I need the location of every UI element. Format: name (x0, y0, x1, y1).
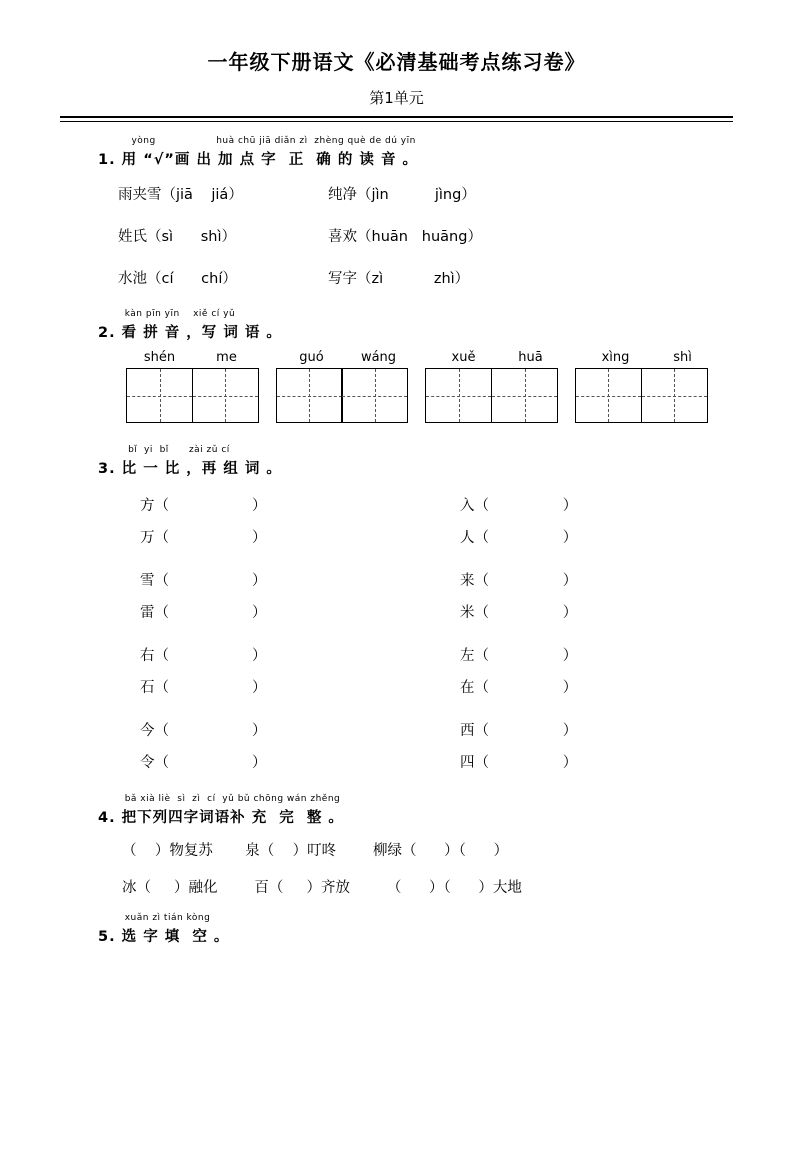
q1-item[interactable]: 写字（zì zhì） (328, 271, 470, 287)
q3-item[interactable]: 今（ ） (140, 723, 267, 739)
question-1-items (118, 183, 733, 288)
q1-item[interactable]: 水池（cí chí） (118, 271, 237, 287)
question-1-pinyin: yòng huà chū jiā diǎn zì zhèng què de dú yīn (118, 136, 416, 146)
tianzige-group (575, 368, 707, 423)
question-1-row (118, 225, 733, 246)
syllable-label: xuě (451, 350, 476, 365)
q4-row[interactable]: 冰（ ）融化 百（ ）齐放 （ ）（ ）大地 (122, 880, 522, 896)
tianzige-cell[interactable] (575, 368, 642, 423)
question-5-heading: 5. 选 字 填 空 。 (98, 929, 230, 945)
q3-row (140, 601, 733, 622)
q3-pair-group (140, 644, 733, 697)
syllable-label: wáng (360, 350, 397, 365)
tianzige-cell[interactable] (491, 368, 558, 423)
question-1 (60, 136, 733, 288)
q3-item[interactable]: 方（ ） (140, 498, 267, 514)
question-2 (60, 309, 733, 423)
question-2-grids (126, 350, 733, 423)
syllable-label: huā (518, 350, 543, 365)
q1-item[interactable]: 姓氏（sì shì） (118, 229, 237, 245)
worksheet-page (0, 46, 793, 1168)
q1-item[interactable]: 雨夹雪（jiā jiá） (118, 187, 243, 203)
q3-item[interactable]: 来（ ） (460, 573, 578, 589)
q3-item[interactable]: 雪（ ） (140, 573, 267, 589)
q3-row (140, 494, 733, 515)
q3-item[interactable]: 四（ ） (460, 755, 578, 771)
q3-row (140, 751, 733, 772)
q3-item[interactable]: 石（ ） (140, 680, 267, 696)
question-2-heading: 2. 看 拼 音 ，写 词 语 。 (98, 325, 282, 341)
question-1-heading: 1. 用 “√”画 出 加 点 字 正 确 的 读 音 。 (98, 152, 419, 168)
q3-item[interactable]: 右（ ） (140, 648, 267, 664)
question-2-syllable-row (126, 350, 733, 365)
question-4 (60, 794, 733, 897)
q3-item[interactable]: 令（ ） (140, 755, 267, 771)
q3-item[interactable]: 雷（ ） (140, 605, 267, 621)
q3-row (140, 526, 733, 547)
q3-item[interactable]: 在（ ） (460, 680, 578, 696)
q3-item[interactable]: 米（ ） (460, 605, 578, 621)
syllable-group (278, 350, 412, 365)
tianzige-cell[interactable] (126, 368, 193, 423)
syllable-group (582, 350, 716, 365)
q3-row (140, 719, 733, 740)
tianzige-cell[interactable] (341, 368, 408, 423)
question-4-heading: 4. 把下列四字词语补 充 完 整 。 (98, 810, 344, 826)
question-3-heading: 3. 比 一 比 ，再 组 词 。 (98, 461, 282, 477)
q1-item[interactable]: 喜欢（huān huāng） (328, 229, 482, 245)
tianzige-row (126, 368, 733, 423)
header-divider (60, 116, 733, 122)
question-3-pinyin: bǐ yi bǐ zài zǔ cí (118, 445, 230, 455)
syllable-label: shén (143, 350, 176, 365)
tianzige-cell[interactable] (276, 368, 343, 423)
q1-item[interactable]: 纯净（jìn jìng） (328, 187, 476, 203)
syllable-label: shì (673, 350, 692, 365)
question-3-items (140, 494, 733, 772)
tianzige-cell[interactable] (425, 368, 492, 423)
q4-row[interactable]: （ ）物复苏 泉（ ）叮咚 柳绿（ ）（ ） (122, 843, 509, 859)
question-1-row (118, 267, 733, 288)
q3-pair-group (140, 719, 733, 772)
syllable-label: xìng (601, 350, 630, 365)
q3-row (140, 569, 733, 590)
syllable-label: me (216, 350, 237, 365)
q3-item[interactable]: 入（ ） (460, 498, 578, 514)
syllable-group (430, 350, 564, 365)
page-title: 一年级下册语文《必清基础考点练习卷》 (207, 50, 586, 74)
syllable-label: guó (299, 350, 324, 365)
tianzige-group (425, 368, 557, 423)
question-5-pinyin: xuǎn zì tián kòng (118, 913, 211, 923)
question-4-items (122, 839, 733, 897)
q3-row (140, 676, 733, 697)
q3-pair-group (140, 569, 733, 622)
q3-item[interactable]: 西（ ） (460, 723, 578, 739)
q3-row (140, 644, 733, 665)
syllable-group (126, 350, 260, 365)
question-1-row (118, 183, 733, 204)
question-4-pinyin: bǎ xià liè sì zì cí yǔ bǔ chōng wán zhěng (118, 794, 341, 804)
question-2-pinyin: kàn pīn yīn xiě cí yǔ (118, 309, 236, 319)
tianzige-cell[interactable] (641, 368, 708, 423)
question-3 (60, 445, 733, 772)
question-5 (60, 913, 733, 946)
tianzige-cell[interactable] (192, 368, 259, 423)
q3-item[interactable]: 万（ ） (140, 530, 267, 546)
unit-subtitle: 第1单元 (369, 89, 424, 107)
q3-pair-group (140, 494, 733, 547)
tianzige-group (276, 368, 408, 423)
q3-item[interactable]: 左（ ） (460, 648, 578, 664)
tianzige-group (126, 368, 258, 423)
q3-item[interactable]: 人（ ） (460, 530, 578, 546)
